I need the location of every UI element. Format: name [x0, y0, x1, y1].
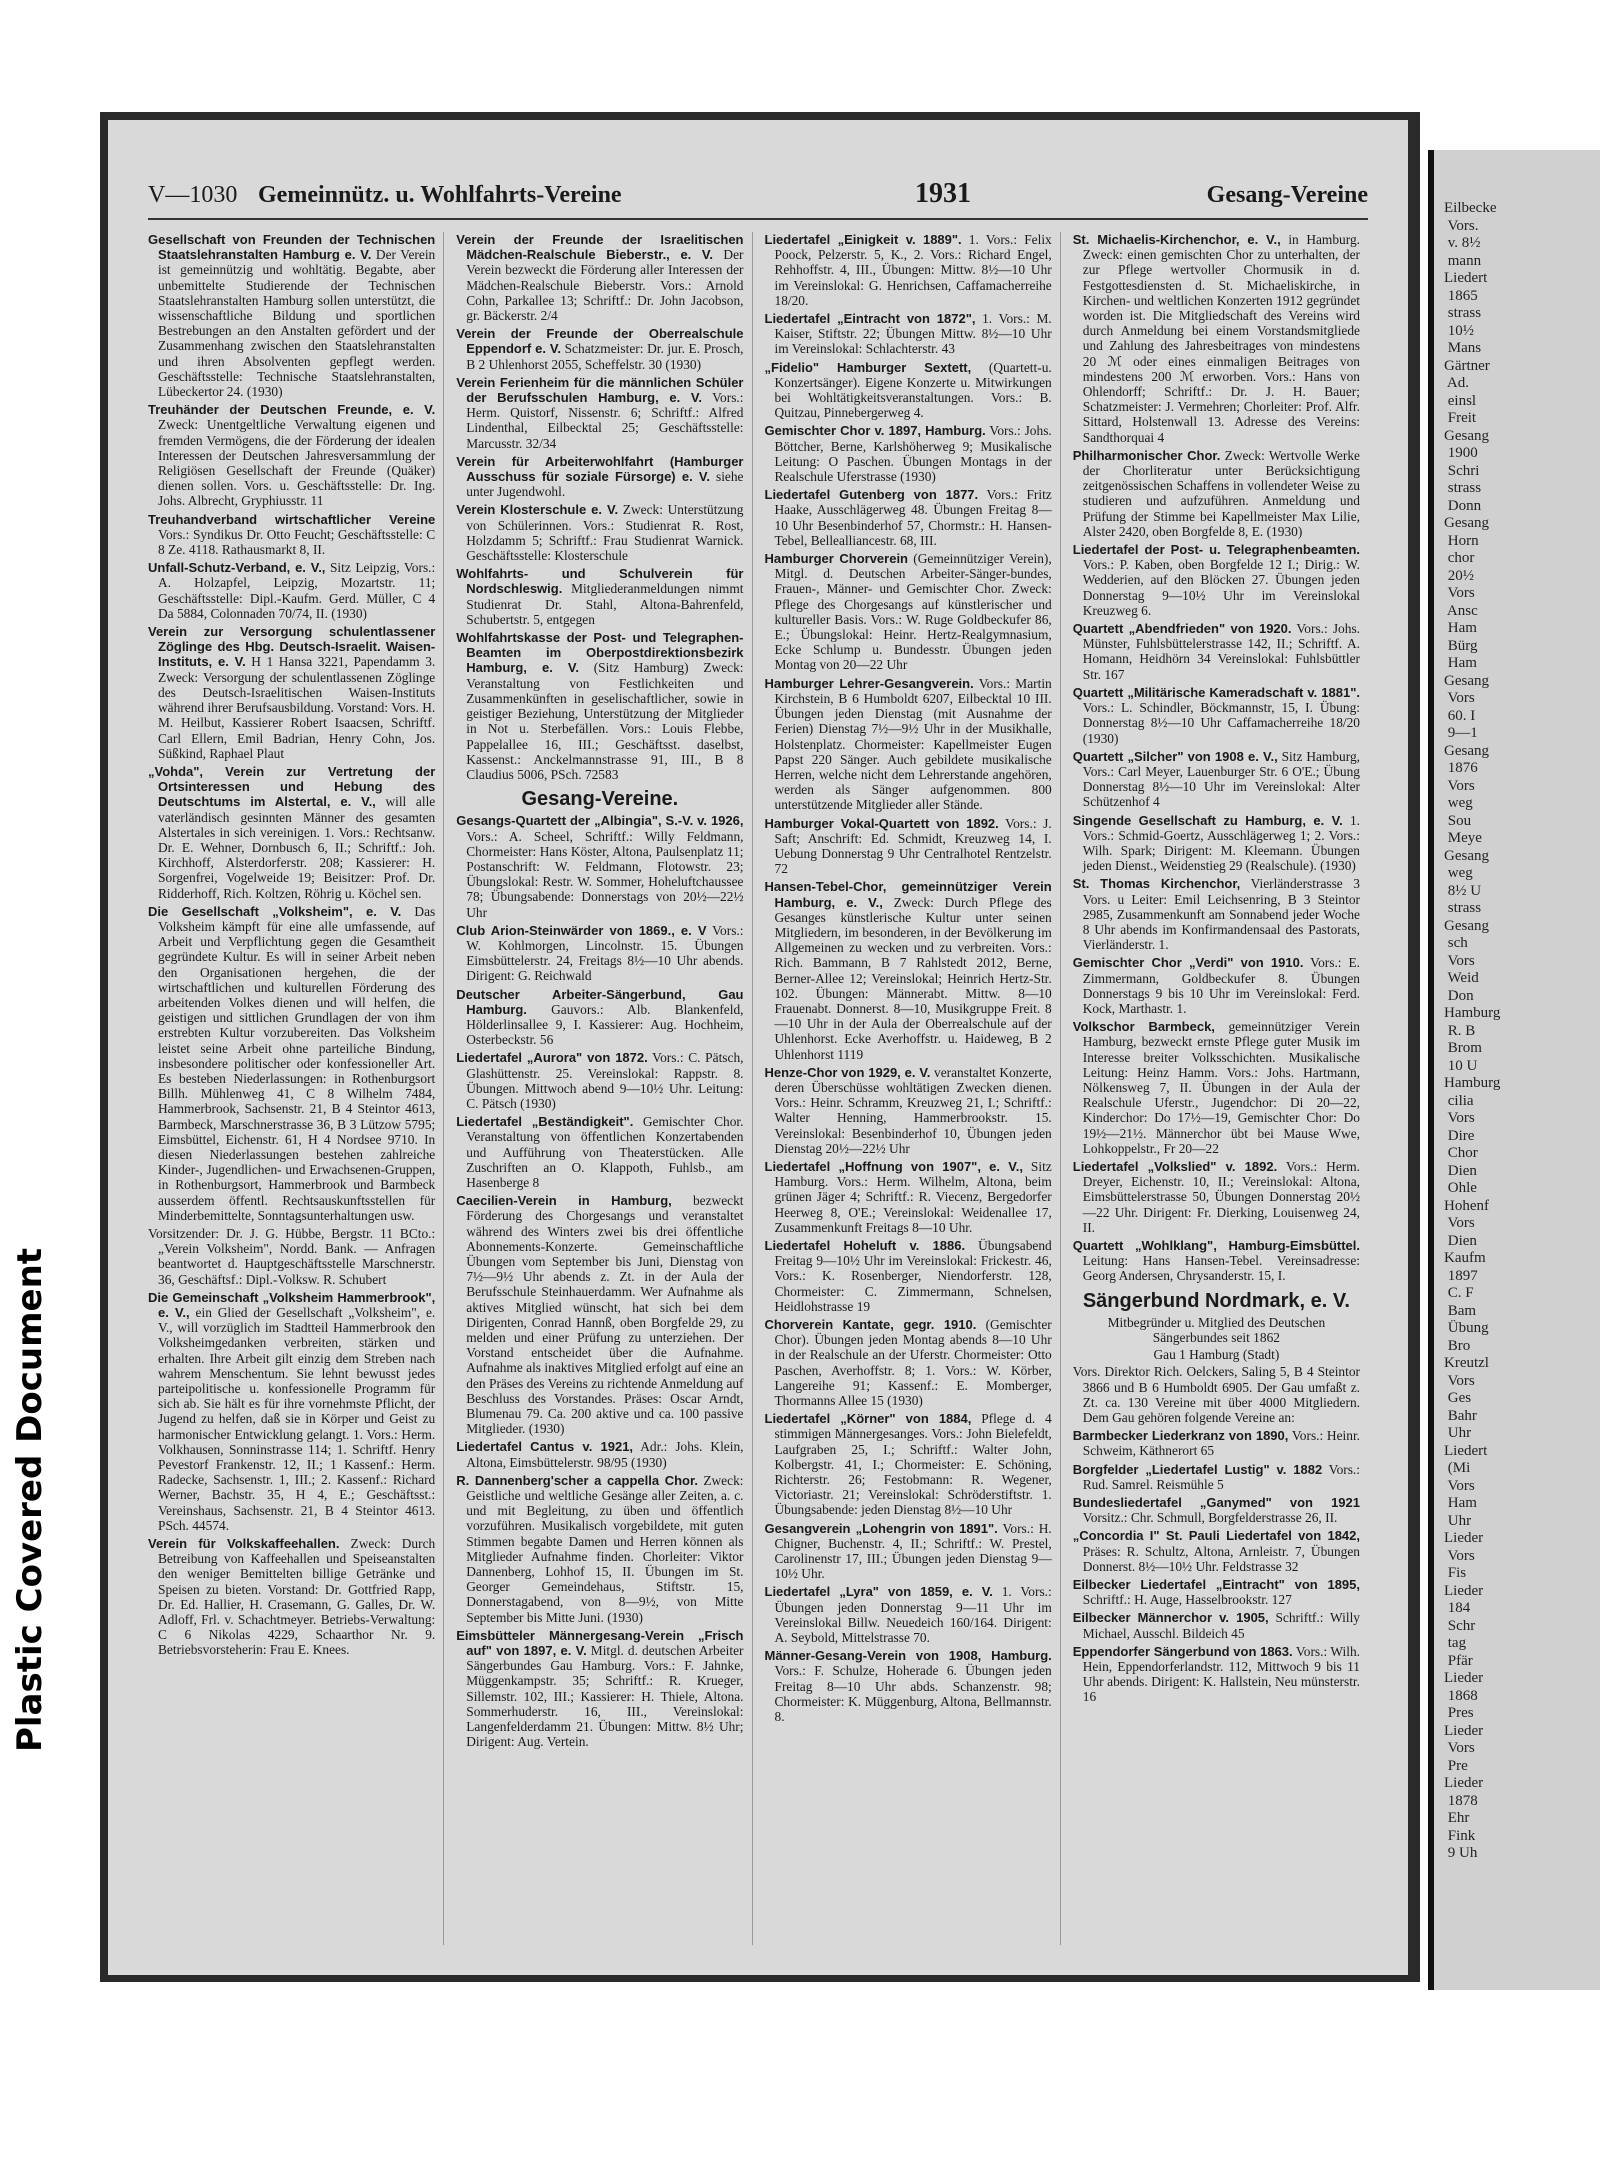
entry-name: Liedertafel „Beständigkeit".	[456, 1114, 634, 1130]
entry-text: Vors.: Rud. Samrel. Reismühle 5	[1082, 1461, 1361, 1492]
entry-name: Quartett „Silcher" von 1908 e. V.,	[1072, 748, 1278, 764]
directory-entry	[456, 566, 743, 627]
entry-name: Liedertafel „Volkslied" v. 1892.	[1072, 1158, 1278, 1174]
directory-entry	[456, 987, 743, 1048]
entry-name: Eilbecker Liedertafel „Eintracht" von 1895,	[1072, 1577, 1360, 1593]
running-head	[148, 178, 1368, 220]
entry-text: Vors.: E. Zimmermann, Goldbeckufer 8. Übungen Donnerstags 9 bis 10 Uhr im Vereinslokal: Ferd. Kock, Marthastr. 1.	[1082, 955, 1360, 1016]
entry-name: Verein der Freunde der Israelitischen Mädchen-Realschule Bieberstr., e. V.	[456, 232, 744, 263]
entry-name: Gemischter Chor v. 1897, Hamburg.	[764, 423, 986, 439]
entry-text: Vorsitzender: Dr. J. G. Hübbe, Bergstr. 11 BCto.: „Verein Volksheim", Nordd. Bank. — Anfragen beantwortet d. Hauptgeschäftsstelle Marschnerstr. 36, Geschäftsf.: Dipl.-Volksw. R. Schubert	[148, 1226, 436, 1287]
entry-text: ein Glied der Gesellschaft „Volksheim", e. V., will vorzüglich im Stadtteil Hammerbrook den Volksheimgedanken verbreiten, stärken und erhalten. Ihre Arbeit gilt einzig dem Streben nach wahrem Menschentum. Sie lehnt bewusst jedes parteipolitische u. konfessionelle Programm für sich ab. Sie hält es für ihre vornehmste Pflicht, der Jugend zu helfen, daß sie in Körper und Geist zu harmonischer Entwicklung gelangt. 1. Vors.: Herm. Volkhausen, Sonninstrasse 114; 1. Schriftf. Henry Pevestorf Frankenstr. 12, II.; 1 Kassenf.: Herm. Radecke, Sachsenstr. 1, III.; 2. Kassenf.: Richard Werner, Bachstr. 35, H 4, E.; Geschäftsst.: Vereinshaus, Sachsenstr. 21, B 4 Steintor 4613. PSch. 44574.	[158, 1305, 436, 1533]
directory-entry	[1073, 542, 1360, 618]
directory-entry	[765, 1065, 1052, 1156]
entry-text: Vors.: Herm. Dreyer, Eichenstr. 10, II.; Vereinslokal: Altona, Eimsbüttelerstrasse 50, Übungen Donnerstag 20½—22 Uhr. Dirigent: Fr. Dierking, Louisenweg 24, II.	[1082, 1158, 1360, 1235]
entry-text: gemeinnütziger Verein Hamburg, bezweckt ernste Pflege guter Musik im Interesse breiter Volksschichten. Musikalische Leitung: Heinz Hamm. Vors.: Johs. Hartmann, Nölkensweg 7, II. Übungen in der Aula der Realschule Uferstr., Jugendchor: Di 20—22, Kinderchor: Do 17½—19, Gemischter Chor: Do 19½—21½. Männerchor übt bei Mause Wwe, Lohkoppelstr., Fr 20—22	[1082, 1019, 1360, 1156]
directory-entry	[1073, 813, 1360, 874]
directory-entry	[1073, 876, 1360, 952]
entry-name: Liedertafel Gutenberg von 1877.	[764, 487, 979, 503]
section-heading: Gesang-Vereine.	[521, 788, 679, 811]
directory-entry	[765, 879, 1052, 1061]
entry-name: R. Dannenberg'scher a cappella Chor.	[456, 1472, 698, 1488]
directory-entry	[456, 326, 743, 372]
entry-text: Vors.: W. Kohlmorgen, Lincolnstr. 15. Übungen Eimsbüttelerstr. 24, Freitags 8½—10 Uhr abends. Dirigent: G. Reichwald	[466, 922, 744, 984]
year-label: 1931	[915, 178, 971, 209]
entry-text: Vors.: Wilh. Hein, Eppendorferlandstr. 112, Mittwoch 9 bis 11 Uhr abends. Dirigent: K. Hallstein, Neu münsterstr. 16	[1082, 1643, 1360, 1705]
entry-name: Liedertafel der Post- u. Telegraphenbeamten.	[1072, 542, 1360, 558]
directory-entry	[1073, 955, 1360, 1016]
directory-entry	[456, 1439, 743, 1469]
entry-text: (Gemischter Chor). Übungen jeden Montag abends 8—10 Uhr in der Realschule an der Uferstr. Chormeister: Otto Paschen, Averhoffstr. 8; 1. Vors.: W. Körber, Langereihe 91; Kassenf.: E. Momberger, Thormanns Allee 15 (1930)	[774, 1317, 1052, 1409]
entry-text: Vors.: C. Pätsch, Glashüttenstr. 25. Vereinslokal: Rappstr. 8. Übungen. Mittwoch abend 9—10½ Uhr. Leitung: C. Pätsch (1930)	[466, 1050, 744, 1111]
directory-entry	[1073, 1019, 1360, 1156]
entry-text: Zweck: Unterstützung von Schülerinnen. Vors.: Studienrat R. Rost, Holzdamm 5; Schriftf.: Frau Studienrat Warnick. Geschäftsstelle: Klosterschule	[466, 502, 744, 564]
directory-entry	[765, 1238, 1052, 1314]
column-3	[765, 232, 1061, 1945]
entry-name: Hamburger Vokal-Quartett von 1892.	[764, 815, 999, 831]
directory-entry	[456, 502, 743, 563]
directory-entry	[765, 551, 1052, 673]
adjacent-page-text: Eilbecke Vors. v. 8½ mann Liedert 1865 strass 10½ Mans Gärtner Ad. einsl Freit Gesang 1900 Schri strass Donn Gesang Horn chor 20½ Vors Ansc Ham Bürg Ham Gesang Vors 60. I 9—1 Gesang 1876 Vors weg Sou Meye Gesang weg 8½ U strass Gesang sch Vors Weid Don Hamburg R. B Brom 10 U Hamburg cilia Vors Dire Chor Dien Ohle Hohenf Vors Dien Kaufm 1897 C. F Bam Übung Bro Kreutzl Vors Ges Bahr Uhr Liedert (Mi Vors Ham Uhr Lieder Vors Fis Lieder 184 Schr tag Pfär Lieder 1868 Pres Lieder Vors Pre Lieder 1878 Ehr Fink 9 Uh	[1444, 200, 1501, 1861]
directory-entry	[1073, 1428, 1360, 1458]
directory-entry	[148, 764, 435, 901]
directory-entry	[1073, 1315, 1360, 1345]
entry-name: Verein der Freunde der Oberrealschule Eppendorf e. V.	[456, 326, 744, 357]
directory-entry	[765, 487, 1052, 548]
entry-name: Gesellschaft von Freunden der Technischen Staatslehranstalten Hamburg e. V.	[148, 232, 436, 263]
entry-text: Vors.: Herm. Quistorf, Nissenstr. 6; Schriftf.: Alfred Lindenthal, Eilbecktal 25; Geschäftsstelle: Marcusstr. 32/34	[466, 390, 744, 451]
entry-text: Vors.: F. Schulze, Hoherade 6. Übungen jeden Freitag 8—10 Uhr abds. Schanzenstr. 98; Chormeister: K. Müggenburg, Altona, Bellmannstr. 8.	[774, 1663, 1052, 1725]
entry-text: Mitgl. d. deutschen Arbeiter Sängerbundes Gau Hamburg. Vors.: F. Jahnke, Müggenkampstr. 35; Schriftf.: R. Krueger, Sillemstr. 102, III.; Kassierer: H. Thiele, Altona. Sommerhuderstr. 16, III., Vereinslokal: Langenfelderdamm 21. Übungen: Mittw. 8½ Uhr; Dirigent: Aug. Vertein.	[466, 1643, 744, 1750]
page-number: V—1030	[148, 182, 238, 208]
entry-text: Der Verein ist gemeinnützig und wohltätig. Begabte, aber unbemittelte Studierende der Technischen Staatslehranstalten Hamburg sollen unterstützt, die wissenschaftliche Bildung und sportlichen Bestrebungen an den Anstalten gefördert und der Zusammenhang zwischen den Staatslehranstalten und ihren Absolventen gepflegt werden. Geschäftsstelle: Technische Staatslehranstalten, Lübeckertor 24. (1930)	[158, 247, 436, 400]
entry-text: (Gemeinnütziger Verein), Mitgl. d. Deutschen Arbeiter-Sänger-bundes, Frauen-, Männer- und Gemischter Chor. Zweck: Pflege des Chorgesangs auf künstlerischer und kultureller Basis. Vors.: W. Ruge Goldbeckufer 86, E.; Übungslokal: Heinr. Hertz-Realgymnasium, Ecke Schlump u. Bundesstr. Übungen jeden Montag von 20—22 Uhr	[774, 551, 1052, 673]
directory-entry	[456, 1114, 743, 1190]
directory-entry	[148, 904, 435, 1223]
text-columns	[148, 232, 1368, 1945]
entry-name: Caecilien-Verein in Hamburg,	[456, 1193, 672, 1209]
directory-entry	[456, 630, 743, 782]
directory-entry	[765, 360, 1052, 421]
column-2	[456, 232, 752, 1945]
entry-name: Hamburger Chorverein	[764, 551, 908, 567]
entry-text: Vors.: Heinr. Schweim, Käthnerort 65	[1082, 1428, 1361, 1459]
entry-name: Quartett „Abendfrieden" von 1920.	[1072, 621, 1292, 637]
entry-text: veranstaltet Konzerte, deren Überschüsse wohltätigen Zwecken dienen. Vors.: Heinr. Schramm, Kreuzweg 21, I.; Schriftf.: Walter Henning, Hammerbrookstr. 15. Vereinslokal: Besenbinderhof 10, Übungen jeden Dienstag 20½—22½ Uhr	[774, 1064, 1052, 1156]
entry-text: Vors.: Fritz Haake, Ausschlägerweg 48. Übungen Freitag 8—10 Uhr Besenbinderhof 57, Chormstr.: H. Hansen-Tebel, Bellealliancestr. 68, III.	[774, 487, 1052, 548]
entry-name: St. Michaelis-Kirchenchor, e. V.,	[1072, 232, 1281, 247]
entry-text: Zweck: Wertvolle Werke der Chorliteratur unter Berücksichtigung zeitgenössischen Schaffens in vollendeter Weise zu studieren und aufzuführen. Anmeldung und Prüfung der Stimme bei Kapellmeister Max Lilie, Alster 2420, oben Borgfelde 8, E. (1930)	[1082, 447, 1360, 539]
directory-entry	[1073, 1644, 1360, 1705]
entry-name: „Concordia I" St. Pauli Liedertafel von 1842,	[1072, 1528, 1360, 1544]
directory-entry	[1073, 1610, 1360, 1640]
column-4	[1073, 232, 1368, 1945]
entry-name: Eppendorfer Sängerbund von 1863.	[1072, 1643, 1293, 1659]
entry-name: Chorverein Kantate, gegr. 1910.	[764, 1317, 977, 1333]
entry-text: Gau 1 Hamburg (Stadt)	[1153, 1347, 1280, 1363]
entry-text: Leitung: Hans Hansen-Tebel. Vereinsadresse: Georg Andersen, Chrysanderstr. 15, I.	[1082, 1253, 1360, 1284]
document-page	[108, 120, 1408, 1975]
entry-name: Club Arion-Steinwärder von 1869., e. V	[456, 922, 707, 938]
entry-text: 1. Vors.: Felix Poock, Pelzerstr. 5, K., 2. Vors.: Richard Engel, Rehhoffstr. 4, III., Übungen: Mittw. 8½—10 Uhr im Vereinslokal: G. Henrichsen, Caffamacherreihe 18/20.	[774, 232, 1052, 308]
directory-entry	[1073, 1364, 1360, 1425]
entry-name: Verein für Volkskaffeehallen.	[148, 1536, 340, 1552]
entry-text: Vors.: Syndikus Dr. Otto Feucht; Geschäftsstelle: C 8 Ze. 4118. Rathausmarkt 8, II.	[158, 526, 436, 558]
directory-entry	[765, 311, 1052, 357]
directory-entry	[456, 375, 743, 451]
entry-text: Vors.: H. Chigner, Buchenstr. 4, II.; Schriftf.: W. Prestel, Carolinenstr 17, III.; Übungen jeden Dienstag 9—10½ Uhr.	[774, 1520, 1052, 1582]
directory-entry	[765, 1648, 1052, 1724]
entry-text: Sitz Hamburg. Vors.: Herm. Wilhelm, Altona, beim grünen Jäger 4; Schriftf.: R. Viecenz, Bergedorfer Heerweg 8, O'E.; Vereinslokal: Weidenallee 17, Zusammenkunft Freitags 8—10 Uhr.	[774, 1158, 1052, 1235]
directory-entry	[1073, 749, 1360, 810]
column-1	[148, 232, 444, 1945]
entry-text: Vors.: Martin Kirchstein, B 6 Humboldt 6207, Eilbecktal 10 III. Übungen jeden Dienstag (mit Ausnahme der Ferien) Dienstag 7½—9½ Uhr in der Musikhalle, Holstenplatz. Chormeister: Kapellmeister Eugen Papst 220 Sänger. Auch gebildete musikalische Herren, welche nicht dem Lehrerstande angehören, werden als Sänger aufgenommen. 800 unterstützende Mitglieder aller Stände.	[774, 675, 1052, 813]
section-title: Gemeinnütz. u. Wohlfahrts-Vereine	[258, 182, 622, 208]
directory-entry	[1073, 1495, 1360, 1525]
entry-name: Eimsbütteler Männergesang-Verein „Frisch auf" von 1897, e. V.	[456, 1627, 744, 1659]
directory-entry	[456, 232, 743, 323]
entry-text: 1. Vors.: M. Kaiser, Stiftstr. 22; Übungen Mittw. 8½—10 Uhr im Vereinslokal: Schlachterstr. 43	[774, 311, 1052, 357]
entry-text: Zweck: Durch Betreibung von Kaffeehallen und Speiseanstalten den weniger Bemittelten billige Getränke und Speisen zu bieten. Vorstand: Dr. Gottfried Rapp, Dr. Ed. Hallier, H. Crasemann, G. Galles, Dr. W. Adloff, Frl. v. Schachtmeyer. Betriebs-Verwaltung: C 6 Nikolas 4229, Schaarthor Nr. 9. Betriebsvorsteherin: Frau E. Knees.	[158, 1536, 436, 1658]
entry-name: Singende Gesellschaft zu Hamburg, e. V.	[1072, 812, 1343, 828]
entry-name: Gesangverein „Lohengrin von 1891".	[764, 1520, 998, 1536]
directory-entry	[456, 454, 743, 500]
directory-entry	[148, 1290, 435, 1533]
directory-entry	[765, 1584, 1052, 1645]
entry-text: Der Verein bezweckt die Förderung aller Interessen der Mädchen-Realschule Bieberstr. Vors.: Arnold Cohn, Parkallee 13; Schriftf.: Dr. John Jacobson, gr. Bäckerstr. 2/4	[466, 247, 744, 324]
entry-text: Vors.: J. Saft; Anschrift: Ed. Schmidt, Kreuzweg 14, I. Uebung Donnerstag 9 Uhr Centralhotel Rentzelstr. 72	[774, 815, 1052, 877]
directory-entry	[148, 1226, 435, 1287]
entry-name: Quartett „Wohlklang", Hamburg-Eimsbüttel.	[1072, 1238, 1360, 1253]
entry-text: Pflege d. 4 stimmigen Männergesanges. Vors.: John Bielefeldt, Laufgraben 25, I.; Schriftf.: Walter John, Kolbergstr. 41, I.; Chormeister: E. Schöning, Richterstr. 26; Festobmann: R. Wegener, Victoriastr. 21; Vereinslokal: Schröderstiftstr. 1. Übungsabende: jeden Dienstag 8½—10 Uhr	[774, 1411, 1052, 1518]
entry-name: Treuhandverband wirtschaftlicher Vereine	[148, 511, 436, 527]
entry-name: Liedertafel „Lyra" von 1859, e. V.	[764, 1584, 993, 1600]
entry-name: Verein für Arbeiterwohlfahrt (Hamburger Ausschuss für soziale Fürsorge) e. V.	[456, 453, 744, 485]
directory-entry	[1073, 1528, 1360, 1574]
entry-text: Vors.: A. Scheel, Schriftf.: Willy Feldmann, Chormeister: Hans Köster, Altona, Paulsenplatz 11; Postanschrift: W. Feldmann, Flotowstr. 23; Übungslokal: Restr. W. Sommer, Hoheluftchaussee 78; Übungsabende: Donnerstags von 20½—22½ Uhr	[466, 828, 744, 920]
entry-text: Schriftf.: Willy Michael, Ausschl. Bildeich 45	[1082, 1610, 1360, 1641]
entry-text: Vierländerstrasse 3 Vors. u Leiter: Emil Leichsenring, B 3 Steintor 2985, Zusammenkunft am Sonnabend jeder Woche 8 Uhr abends im Konfirmandensaal des Pastorats, Vierländerstr. 1.	[1082, 876, 1360, 953]
directory-entry	[765, 816, 1052, 877]
section-heading: Sängerbund Nordmark, e. V.	[1082, 1289, 1350, 1312]
directory-entry	[765, 1159, 1052, 1235]
directory-entry	[1073, 621, 1360, 682]
entry-name: Die Gemeinschaft „Volksheim Hammerbrook", e. V.,	[148, 1289, 436, 1321]
entry-text: Sitz Hamburg, Vors.: Carl Meyer, Lauenburger Str. 6 O'E.; Übung Donnerstag 8½—10 Uhr im Vereinslokal: Alter Schützenhof 4	[1082, 748, 1360, 810]
entry-name: Gemischter Chor „Verdi" von 1910.	[1072, 955, 1304, 971]
entry-text: Sitz Leipzig, Vors.: A. Holzapfel, Leipzig, Mozartstr. 11; Geschäftsstelle: Dipl.-Kaufm. Gerd. Müller, C 4 Da 5884, Colonnaden 70/74, II. (1930)	[158, 560, 436, 621]
entry-name: Die Gesellschaft „Volksheim", e. V.	[148, 903, 402, 919]
directory-entry	[1073, 1462, 1360, 1492]
entry-text: Vors.: Johs. Böttcher, Berne, Karlshöherweg 9; Musikalische Leitung: O Paschen. Übungen Montags in der Realschule Uferstrasse (1930)	[774, 423, 1052, 485]
entry-name: Hamburger Lehrer-Gesangverein.	[764, 675, 974, 691]
adjacent-page-fragment	[1428, 150, 1600, 1990]
entry-name: Eilbecker Männerchor v. 1905,	[1072, 1610, 1269, 1626]
directory-entry	[1073, 232, 1360, 445]
entry-name: Liedertafel „Hoffnung von 1907", e. V.,	[764, 1158, 1023, 1174]
entry-name: Wohlfahrts- und Schulverein für Nordschleswig.	[456, 566, 744, 597]
category-title: Gesang-Vereine	[1206, 182, 1368, 208]
entry-name: Barmbecker Liederkranz von 1890,	[1072, 1428, 1289, 1444]
entry-text: Präses: R. Schultz, Altona, Arnleistr. 7, Übungen Donnerst. 8½—10½ Uhr. Feldstrasse 32	[1082, 1543, 1360, 1574]
directory-entry	[148, 624, 435, 761]
directory-entry	[456, 1050, 743, 1111]
entry-name: Männer-Gesang-Verein von 1908, Hamburg.	[764, 1648, 1052, 1664]
directory-entry	[765, 1317, 1052, 1408]
entry-text: Schriftf.: H. Auge, Hasselbrookstr. 127	[1082, 1592, 1292, 1608]
directory-entry	[148, 232, 435, 399]
directory-entry	[1073, 1238, 1360, 1284]
entry-text: Gemischter Chor. Veranstaltung von öffentlichen Konzertabenden und Aufführung von Theaterstücken. Alle Zuschriften an O. Klappoth, Fuhlsb., am Hasenberge 8	[466, 1114, 744, 1190]
entry-name: Wohlfahrtskasse der Post- und Telegraphen-Beamten im Oberpostdirektionsbezirk Hamburg, e. V.	[456, 630, 744, 676]
directory-entry	[456, 1193, 743, 1436]
directory-entry	[148, 1536, 435, 1658]
entry-name: Volkschor Barmbeck,	[1072, 1019, 1215, 1035]
directory-entry	[456, 1473, 743, 1625]
entry-name: „Fidelio" Hamburger Sextett,	[764, 359, 972, 375]
directory-entry	[148, 512, 435, 558]
directory-entry	[765, 676, 1052, 813]
directory-entry	[148, 402, 435, 508]
entry-name: Verein Ferienheim für die männlichen Schüler der Berufsschulen Hamburg, e. V.	[456, 374, 744, 406]
entry-name: Liedertafel „Körner" von 1884,	[764, 1411, 972, 1427]
directory-entry	[765, 232, 1052, 308]
directory-entry	[1073, 1347, 1360, 1362]
entry-name: Liedertafel Hoheluft v. 1886.	[764, 1238, 966, 1253]
entry-text: 1. Vors.: Schmid-Goertz, Ausschlägerweg 1; 2. Vors.: Wilh. Spark; Dirigent: M. Kleemann. Übungen jeden Dienst., Weidenstieg 29 (Realschule). (1930)	[1082, 812, 1360, 874]
entry-text: will alle vaterländisch gesinnten Männer des gesamten Alstertales in sich vereinigen. 1. Vors.: Rechtsanw. Dr. E. Wehner, Dornbusch 6, II.; Schriftf.: Joh. Kirchhoff, Alsterdorferstr. 208; Kassierer: H. Sorgenfrei, Vogelweide 19; Beisitzer: Prof. Dr. Ridderhoff, Rich. Koltzen, Röhrig u. Köchel sen.	[158, 794, 436, 901]
entry-text: (Sitz Hamburg) Zweck: Veranstaltung von Festlichkeiten und Zusammenkünften in geselischaftlicher, sowie in geistiger Beziehung, Unterstützung der Mitglieder in Not u. Sterbefällen. Vors.: Louis Flebbe, Pappelallee 16, III.; Geschäftsst. daselbst, Kassenst.: Anckelmannstrasse 91, III., B 8 Claudius 5006, PSch. 72583	[466, 660, 744, 782]
entry-name: Liedertafel „Eintracht von 1872",	[764, 311, 976, 327]
entry-text: Mitbegründer u. Mitglied des Deutschen Sängerbundes seit 1862	[1107, 1314, 1326, 1346]
entry-text: Vors. Direktor Rich. Oelckers, Saling 5, B 4 Steintor 3866 und B 6 Humboldt 6905. Der Gau umfaßt z. Zt. ca. 130 Vereine mit über 4000 Mitgliedern. Dem Gau gehören folgende Vereine an:	[1072, 1364, 1360, 1426]
side-label-text: Plastic Covered Document	[10, 1247, 51, 1753]
directory-entry	[1073, 1577, 1360, 1607]
directory-entry	[765, 1411, 1052, 1517]
entry-name: Liedertafel „Aurora" von 1872.	[456, 1050, 648, 1066]
entry-text: siehe unter Jugendwohl.	[466, 469, 744, 500]
directory-entry	[148, 560, 435, 621]
entry-text: Adr.: Johs. Klein, Altona, Eimsbüttelerstr. 98/95 (1930)	[466, 1439, 744, 1470]
entry-text: Mitgliederanmeldungen nimmt Studienrat Dr. Stahl, Altona-Bahrenfeld, Schubertstr. 5, entgegen	[466, 581, 744, 627]
entry-text: Zweck: Geistliche und weltliche Gesänge aller Zeiten, a. c. und mit Begleitung, zu üben und öffentlich vorzuführen. Musikalisch vorgebildete, mit guten Stimmen begabte Damen und Herren können als Mitglieder Aufnahme finden. Chorleiter: Viktor Dannenberg, Lohhof 15, II. Übungen im St. Georger Gemeindehaus, Stiftstr. 15, Donnerstagabend, von 8—9½, von Mitte September bis Mitte Juni. (1930)	[466, 1472, 744, 1625]
entry-name: Henze-Chor von 1929, e. V.	[764, 1064, 931, 1080]
entry-name: Liedertafel Cantus v. 1921,	[456, 1439, 634, 1455]
entry-name: Bundesliedertafel „Ganymed" von 1921	[1072, 1495, 1360, 1511]
entry-text: Vorsitz.: Chr. Schmull, Borgfelderstrasse 26, II.	[1082, 1510, 1338, 1526]
entry-name: Verein Klosterschule e. V.	[456, 502, 619, 518]
entry-name: Borgfelder „Liedertafel Lustig" v. 1882	[1072, 1461, 1323, 1477]
entry-text: Vors.: L. Schindler, Böckmannstr, 15, I. Übung: Donnerstag 8½—10 Uhr Caffamacherreihe 18/20 (1930)	[1082, 700, 1360, 746]
directory-entry	[765, 1521, 1052, 1582]
entry-name: Verein zur Versorgung schulentlassener Zöglinge des Hbg. Deutsch-Israelit. Waisen-Instituts, e. V.	[148, 624, 436, 670]
entry-name: Philharmonischer Chor.	[1072, 447, 1221, 463]
entry-name: „Vohda", Verein zur Vertretung der Ortsinteressen und Hebung des Deutschtums im Alstertal, e. V.,	[148, 763, 436, 810]
entry-name: Unfall-Schutz-Verband, e. V.,	[148, 560, 326, 576]
entry-text: bezweckt Förderung des Chorgesangs und veranstaltet während des Winters zwei bis drei öffentliche Abonnements-Konzerte. Gemeinschaftliche Übungen vom September bis Juni, Dienstag von 7½—9½ Uhr abends z. Zt. in der Aula der Berufsschule Steinhauerdamm. Wer Aufnahme als aktives Mitglied wünscht, hat sich bei dem Dirigenten, Conrad Hannß, oben Borgfelde 29, zu melden und einer Prüfung zu unterziehen. Der Vorstand entscheidet über die Aufnahme. Aufnahme als inaktives Mitglied erfolgt auf eine an den Präses des Vereins zu richtende Anmeldung auf Beschluss des Vorstandes. Präses: Oscar Arndt, Blumenau 79. Ca. 200 aktive und ca. 100 passive Mitglieder. (1930)	[466, 1193, 744, 1437]
entry-name: Hansen-Tebel-Chor, gemeinnütziger Verein Hamburg, e. V.,	[764, 879, 1052, 910]
entry-text: 1. Vors.: Übungen jeden Donnerstag 9—11 Uhr im Vereinslokal Billw. Neuedeich 160/164. Dirigent: A. Seybold, Mittelstrasse 70.	[774, 1584, 1052, 1646]
entry-name: Liedertafel „Einigkeit v. 1889".	[764, 232, 962, 247]
entry-name: Deutscher Arbeiter-Sängerbund, Gau Hamburg.	[456, 986, 744, 1017]
entry-text: Zweck: Unentgeltliche Verwaltung eigenen und fremden Vermögens, die der Förderung der idealen Interessen der Deutschen Jahresversammlung der Religiösen Gesellschaft der Freunde (Quäker) dienen sollen. Vors. u. Geschäftsstelle: Dr. Ing. Johs. Albrecht, Gryphiusstr. 11	[158, 417, 436, 509]
directory-entry	[1073, 448, 1360, 539]
entry-text: in Hamburg. Zweck: einen gemischten Chor zu unterhalten, der zur Pflege wertvoller Chormusik in d. Festgottesdiensten d. St. Michaeliskirche, in Kirchen- und weltlichen Konzerten 1912 gegründet worden ist. Die Mitgliedschaft des Vereins wird durch Anmeldung bei einem Vorstandsmitgliede und Zahlung des Jahresbeitrages von mindestens 20 ℳ oder eines einmaligen Beitrages von mindestens 200 ℳ erworben. Vors.: Hans von Ohlendorff; Schriftf.: Dr. J. H. Bauer; Schatzmeister: J. Vermehren; Chorleiter: Prof. Alfr. Sittard, Holstenwall 13. Adresse des Vereins: Sandthorquai 4	[1082, 232, 1360, 445]
directory-entry	[456, 1628, 743, 1750]
entry-text: Zweck: Durch Pflege des Gesanges künstlerische Kultur unter seinen Mitgliedern, im besonderen, in der Bevölkerung im Allgemeinen zu wecken und zu verbreiten. Vors.: Rich. Bammann, B 7 Rahlstedt 2012, Berne, Berner-Allee 12; Vereinslokal; Heinrich Hertz-Str. 102. Übungen: Männerabt. Mittw. 8—10 Frauenabt. Donnerst. 8—10, Musikgruppe Freit. 8—10 Uhr in der Aula der Oberrealschule auf der Uhlenhorst. Ecke Averhoffstr. u. Haideweg, B 2 Uhlenhorst 1119	[774, 894, 1052, 1062]
entry-text: Übungsabend Freitag 9—10½ Uhr im Vereinslokal: Frickestr. 46, Vors.: K. Rosenberger, Niendorferstr. 128, Chormeister: C. Zimmermann, Schnelsen, Heidlohstrasse 19	[774, 1238, 1052, 1314]
entry-name: Treuhänder der Deutschen Freunde, e. V.	[148, 402, 436, 418]
directory-entry	[456, 813, 743, 919]
entry-text: Vors.: P. Kaben, oben Borgfelde 12 I.; Dirig.: W. Wedderien, auf den Blöcken 27. Übungen jeden Donnerstag 9—10½ Uhr im Vereinslokal Kreuzweg 6.	[1082, 557, 1360, 618]
entry-text: Vors.: Johs. Münster, Fuhlsbüttelerstrasse 142, II.; Schriftf. A. Homann, Heidhörn 34 Vereinslokal: Fuhlsbüttler Str. 167	[1082, 621, 1360, 682]
directory-entry	[765, 423, 1052, 484]
entry-name: St. Thomas Kirchenchor,	[1072, 876, 1241, 892]
side-label	[0, 1050, 60, 1950]
entry-text: Das Volksheim kämpft für eine alle umfassende, auf Arbeit und Verpflichtung gegen die Gesamtheit gegründete Kultur. Es will in seiner Arbeit neben den Organisationen hergehen, die der wirtschaftlichen und kulturellen Förderung des arbeitenden Volkes dienen und will helfen, die geistigen und sittlichen Grundlagen der von ihm erstrebten Kultur vorzubereiten. Das Volksheim leistet seine Arbeit ohne parteiliche Bindung, insbesondere politischer oder konfessioneller Art. Es besteben Niederlassungen: in Rothenburgsort Billh. Mühlenweg 41, C 8 Wilhelm 7484, Hammerbrook, Sachsenstr. 21, B 4 Steintor 4613, Barmbeck, Marschnerstrasse 36, B 3 Lützow 5795; Eimsbüttel, Eichenstr. 61, H 4 Nordsee 9710. In diesen Niederlassungen bestehen zahlreiche Kinder-, Jugendlichen- und Erwachsenen-Gruppen, in Rothenburgsort, Hammerbrook und Barmbeck ausserdem öffentl. Rechtsauskunftsstellen für Minderbemittelte, Sonntagsunterhaltungen usw.	[158, 903, 436, 1223]
directory-entry	[456, 923, 743, 984]
entry-name: Gesangs-Quartett der „Albingia", S.-V. v. 1926,	[456, 813, 744, 829]
entry-text: Gauvors.: Alb. Blankenfeld, Hölderlinsallee 9, I. Kassierer: Aug. Hochheim, Osterbeckstr. 56	[466, 1001, 744, 1048]
entry-text: Schatzmeister: Dr. jur. E. Prosch, B 2 Uhlenhorst 2055, Scheffelstr. 30 (1930)	[466, 341, 744, 372]
entry-text: (Quartett-u. Konzertsänger). Eigene Konzerte u. Mitwirkungen bei Wohltätigkeitsveranstaltungen. Vors.: B. Quitzau, Pinnebergerweg 4.	[774, 359, 1052, 421]
directory-entry	[1073, 1159, 1360, 1235]
entry-name: Quartett „Militärische Kameradschaft v. 1881".	[1072, 684, 1360, 700]
directory-entry	[1073, 685, 1360, 746]
entry-text: H 1 Hansa 3221, Papendamm 3. Zweck: Versorgung der schulentlassenen Zöglinge des Deutsch-Israelitischen Waisen-Instituts während ihrer Berufsausbildung. Vorstand: Vors. H. M. Heilbut, Kassierer Robert Isaacsen, Schriftf. Carl Ellern, Emil Badrian, Henry Cohn, Jos. Süßkind, Raphael Plaut	[158, 654, 436, 761]
